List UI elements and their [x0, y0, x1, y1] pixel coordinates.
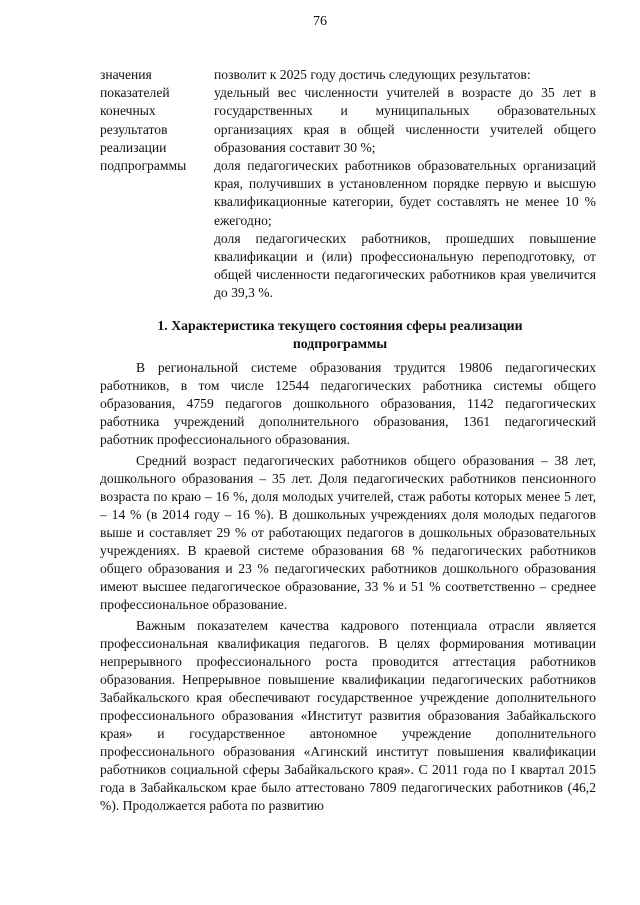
body-paragraph: Средний возраст педагогических работников общего образования – 38 лет, дошкольного образования – 35 лет. Доля педагогических работников пенсионного возраста по краю – 16 %, доля молодых учителей, стаж работы которых менее 5 лет, – 14 % (в 2014 году – 16 %). В дошкольных учреждениях доля молодых педагогов выше и составляет 29 % от работающих педагогов в дошкольных образовательных учреждениях. В краевой системе образования 68 % педагогических работников общего образования и 23 % педагогических работников дошкольного образования имеют высшее педагогическое образование, 33 % и 51 % соответственно – среднее профессиональное образование. [100, 453, 596, 612]
table-label-line: значения [100, 67, 152, 82]
body-paragraph: В региональной системе образования трудится 19806 педагогических работников, в том числе 12544 педагогических работника системы общего образования, 4759 педагогов дошкольного образования, 1142 педагогических работника учреждений дополнительного образования, 1361 педагогический работник профессионального образования. [100, 360, 596, 447]
results-table [100, 66, 596, 303]
table-label-cell [100, 66, 214, 303]
table-value-paragraph: доля педагогических работников образовательных организаций края, получивших в установленном порядке первую и высшую квалификационные категории, будет составлять не менее 10 % ежегодно; [214, 158, 596, 228]
body-text [100, 359, 596, 818]
table-label-line: подпрограммы [100, 158, 187, 174]
table-value-paragraph: удельный вес численности учителей в возрасте до 35 лет в государственных и муниципальных образовательных организациях края в общей численности учителей общего образования составит 30 %; [214, 85, 596, 155]
table-label-line: результатов [100, 121, 168, 137]
table-label-line: конечных [100, 103, 156, 119]
table-label-line: показателей [100, 85, 170, 101]
table-value-paragraph: позволит к 2025 году достичь следующих результатов: [214, 67, 531, 82]
table-value-cell [214, 66, 596, 303]
section-heading: 1. Характеристика текущего состояния сферы реализации подпрограммы [157, 318, 523, 351]
table-label-line: реализации [100, 139, 167, 155]
table-value-paragraph: доля педагогических работников, прошедших повышение квалификации и (или) профессиональную переподготовку, от общей численности педагогических работников края увеличится до 39,3 %. [214, 230, 596, 301]
page-number: 76 [313, 14, 327, 29]
body-paragraph: Важным показателем качества кадрового потенциала отрасли является профессиональная квалификация педагогов. В целях формирования мотивации непрерывного профессионального роста проводится аттестация работников образования. Непрерывное повышение квалификации педагогических работников Забайкальского края обеспечивают государственное учреждение дополнительного профессионального образования «Институт развития образования Забайкальского края» и государственное автономное учреждение дополнительного профессионального образования «Агинский институт повышения квалификации работников социальной сферы Забайкальского края». С 2011 года по I квартал 2015 года в Забайкальском крае было аттестовано 7809 педагогических работников (46,2 %). Продолжается работа по развитию [100, 618, 596, 813]
